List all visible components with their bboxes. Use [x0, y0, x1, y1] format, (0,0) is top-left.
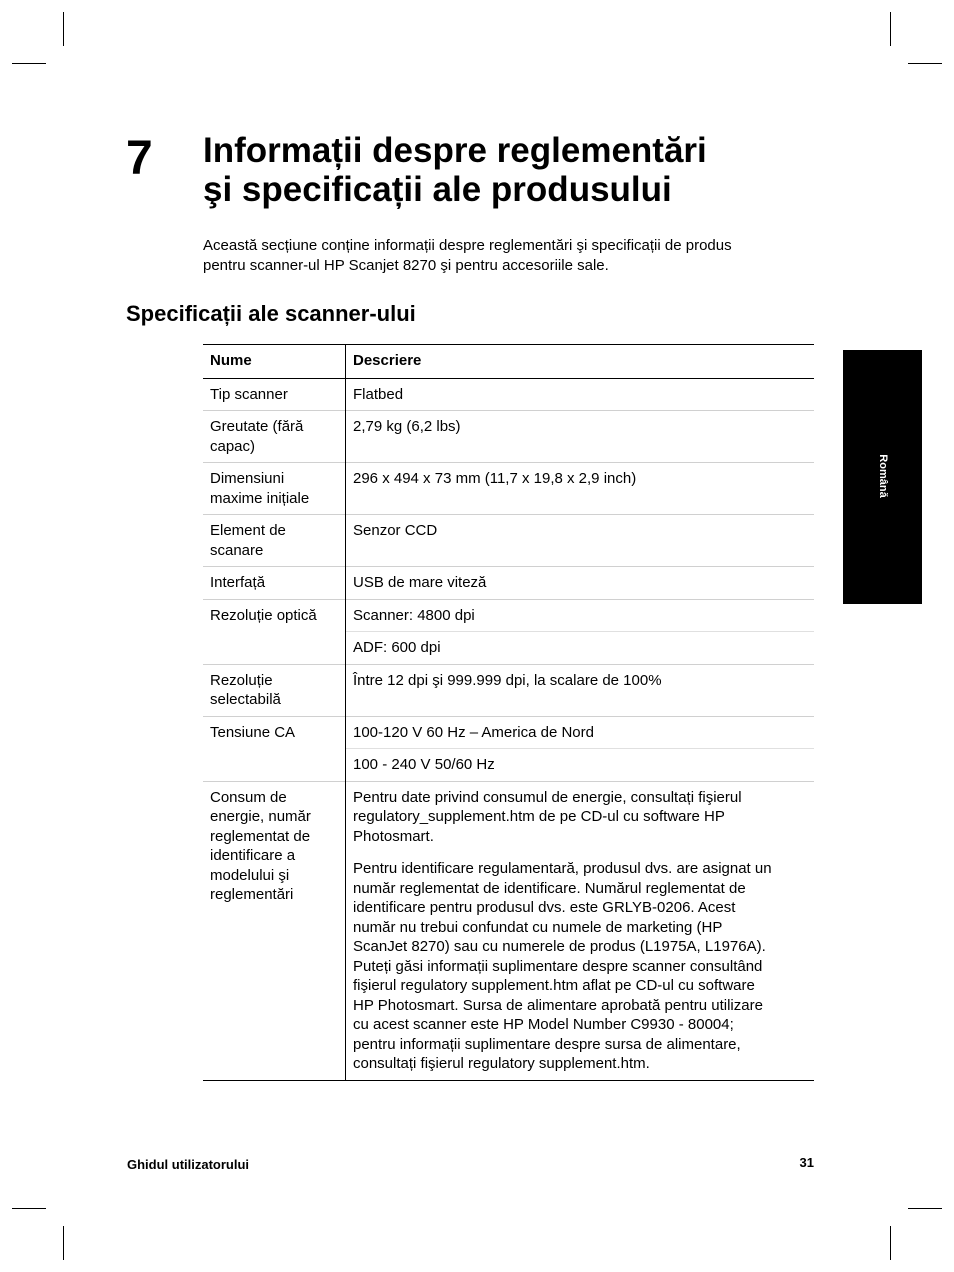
- chapter-title-line-1: Informații despre reglementări: [203, 131, 707, 170]
- specifications-table: [203, 344, 814, 1081]
- spec-name-line: selectabilă: [210, 691, 281, 708]
- spec-description-cell: [346, 781, 815, 1080]
- spec-name-line: Greutate (fără: [210, 418, 304, 435]
- table-row: [203, 664, 814, 716]
- spec-name-line: Rezoluție optică: [210, 606, 317, 624]
- table-row: [203, 515, 814, 567]
- spec-description-line: număr reglementat de identificare. Numărul reglementat de: [353, 879, 746, 897]
- chapter-title: [203, 131, 843, 209]
- spec-name-line: Rezoluție: [210, 671, 273, 689]
- spec-description-line: Puteți găsi informații suplimentare despre scanner consultând: [353, 957, 763, 975]
- spec-description-value: USB de mare viteză: [353, 574, 487, 591]
- spec-name-cell: [203, 411, 346, 463]
- spec-description-line: identificare pentru produsul dvs. este GRLYB-0206. Acest: [353, 899, 736, 916]
- spec-description-value: Senzor CCD: [353, 522, 438, 539]
- crop-mark-top-left-vertical: [63, 12, 64, 46]
- spec-name-cell: [203, 378, 346, 411]
- table-row: [203, 567, 814, 600]
- spec-name-line: maxime inițiale: [210, 489, 310, 507]
- intro-line-1: Această secțiune conține informații despre reglementări şi specificații de produs: [203, 237, 732, 254]
- language-side-tab: [843, 350, 922, 604]
- spec-name-line: Element de: [210, 522, 286, 539]
- crop-mark-bottom-left-horizontal: [12, 1208, 46, 1209]
- spec-description-cell: [346, 378, 815, 411]
- crop-mark-bottom-right-horizontal: [908, 1208, 942, 1209]
- spec-description-value: 296 x 494 x 73 mm (11,7 x 19,8 x 2,9 inch): [353, 470, 637, 487]
- footer-guide-title: Ghidul utilizatorului: [127, 1157, 250, 1172]
- spec-name-cell: [203, 515, 346, 567]
- spec-description-cell: [346, 716, 815, 781]
- spec-name-line: energie, număr: [210, 808, 311, 825]
- spec-description-line: ScanJet 8270) sau cu numerele de produs (L1975A, L1976A).: [353, 938, 766, 955]
- table-row: [203, 463, 814, 515]
- spec-description-value: Flatbed: [353, 385, 404, 403]
- spec-name-cell: [203, 716, 346, 781]
- chapter-title-line-2: şi specificații ale produsului: [203, 170, 672, 209]
- spec-description-cell: [346, 664, 815, 716]
- spec-description-line: cu acest scanner este HP Model Number C9930 - 80004;: [353, 1016, 734, 1033]
- table-header-row: [203, 345, 814, 379]
- spec-name-cell: [203, 781, 346, 1080]
- spec-description-line: fişierul regulatory supplement.htm aflat pe CD-ul cu software: [353, 977, 755, 994]
- spec-description-line: Pentru date privind consumul de energie, consultați fişierul: [353, 788, 742, 806]
- intro-paragraph: [203, 236, 813, 275]
- spec-description-cell: [346, 515, 815, 567]
- spec-description-paragraph: [346, 853, 814, 1074]
- spec-name-line: Tensiune CA: [210, 723, 296, 741]
- spec-name-cell: [203, 664, 346, 716]
- section-title: Specificații ale scanner-ului: [126, 301, 416, 326]
- crop-mark-top-right-horizontal: [908, 63, 942, 64]
- spec-description-value: Scanner: 4800 dpi: [353, 606, 475, 624]
- spec-name-cell: [203, 463, 346, 515]
- table-row: [203, 599, 814, 664]
- spec-name-line: reglementat de: [210, 827, 311, 845]
- spec-name-line: capac): [210, 437, 256, 455]
- spec-name-line: Tip scanner: [210, 385, 288, 403]
- spec-name-cell: [203, 567, 346, 600]
- spec-description-cell: [346, 567, 815, 600]
- spec-description-value: ADF: 600 dpi: [346, 631, 814, 658]
- table-row: [203, 411, 814, 463]
- spec-name-line: scanare: [210, 541, 264, 559]
- table-row: [203, 781, 814, 1080]
- crop-mark-bottom-right-vertical: [890, 1226, 891, 1260]
- crop-mark-top-left-horizontal: [12, 63, 46, 64]
- spec-description-line: regulatory_supplement.htm de pe CD-ul cu software HP: [353, 808, 725, 825]
- spec-name-line: Interfață: [210, 574, 266, 591]
- spec-description-line: Pentru identificare regulamentară, produsul dvs. are asignat un: [353, 860, 772, 877]
- spec-description-value: 100 - 240 V 50/60 Hz: [346, 748, 814, 775]
- spec-description-value: 100-120 V 60 Hz – America de Nord: [353, 723, 594, 741]
- page-number: 31: [799, 1155, 814, 1170]
- table-body: [203, 378, 814, 1080]
- language-tab-label: Română: [876, 454, 889, 498]
- crop-mark-bottom-left-vertical: [63, 1226, 64, 1260]
- spec-description-line: consultați fişierul regulatory supplement.htm.: [353, 1055, 650, 1072]
- spec-description-line: Photosmart.: [353, 827, 434, 845]
- chapter-number: 7: [126, 132, 153, 185]
- spec-description-cell: [346, 599, 815, 664]
- spec-name-line: reglementări: [210, 886, 294, 903]
- spec-description-line: HP Photosmart. Sursa de alimentare aprobată pentru utilizare: [353, 996, 763, 1014]
- column-header-name: Nume: [203, 345, 346, 379]
- spec-description-value: 2,79 kg (6,2 lbs): [353, 418, 461, 435]
- table-row: [203, 716, 814, 781]
- spec-description-cell: [346, 463, 815, 515]
- table-row: [203, 378, 814, 411]
- spec-name-cell: [203, 599, 346, 664]
- spec-description-cell: [346, 411, 815, 463]
- spec-description-paragraph: [353, 788, 807, 847]
- intro-line-2: pentru scanner-ul HP Scanjet 8270 şi pentru accesoriile sale.: [203, 256, 609, 274]
- spec-name-line: Consum de: [210, 788, 287, 806]
- spec-description-value: Între 12 dpi şi 999.999 dpi, la scalare de 100%: [353, 671, 662, 689]
- spec-name-line: Dimensiuni: [210, 470, 285, 487]
- spec-name-line: identificare a: [210, 847, 296, 864]
- crop-mark-top-right-vertical: [890, 12, 891, 46]
- spec-description-line: număr nu trebui confundat cu numele de marketing (HP: [353, 918, 723, 936]
- spec-name-line: modelului şi: [210, 866, 290, 884]
- column-header-description: Descriere: [353, 352, 422, 369]
- spec-description-line: pentru informații suplimentare despre sursa de alimentare,: [353, 1035, 741, 1053]
